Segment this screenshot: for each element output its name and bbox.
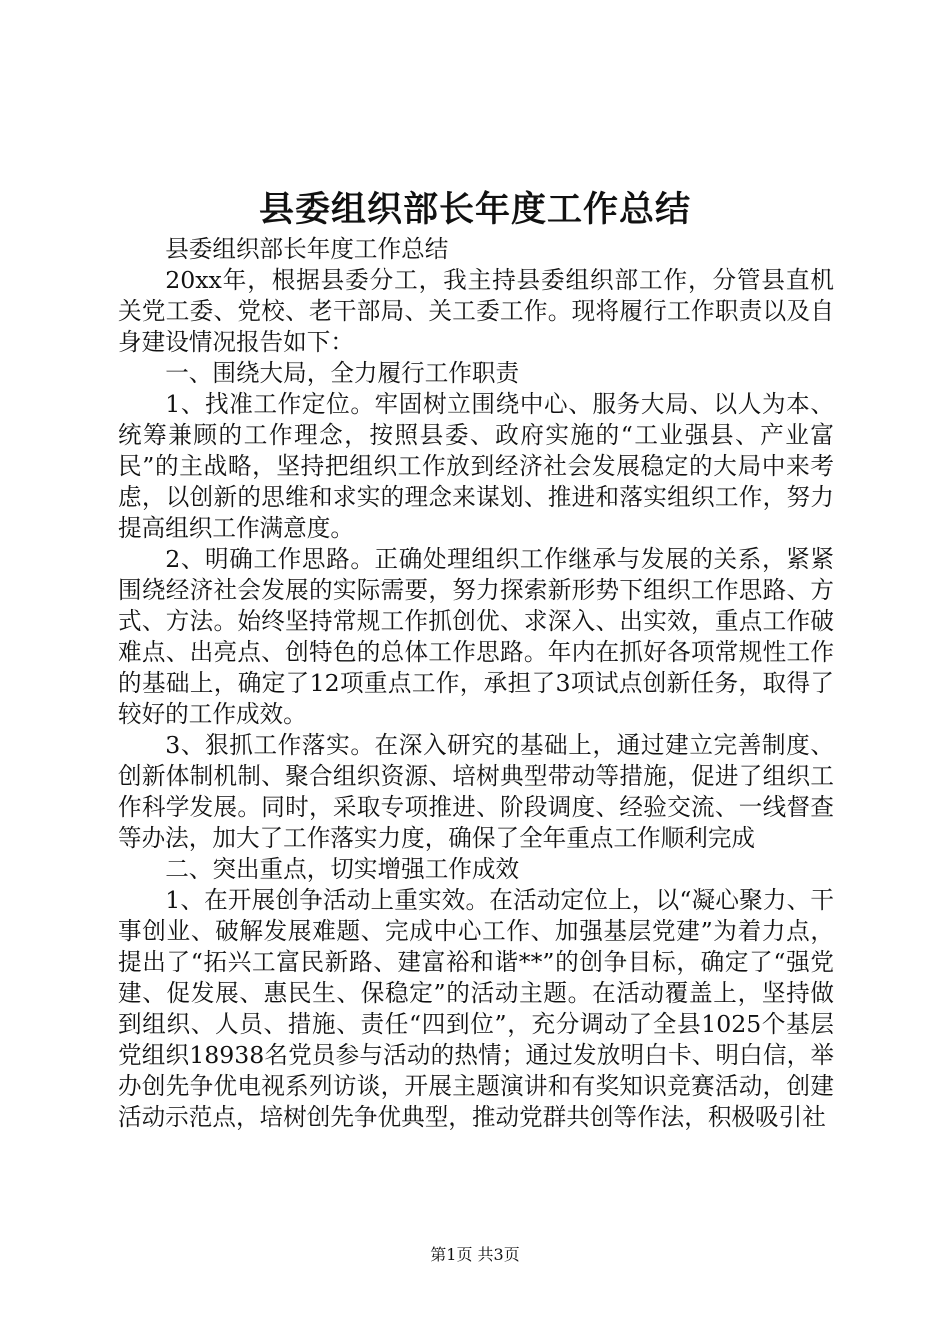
paragraph-1-2: 2、明确工作思路。正确处理组织工作继承与发展的关系，紧紧围绕经济社会发展的实际需要，努力探索新形势下组织工作思路、方式、方法。始终坚持常规工作抓创优、求深入、出实效，重点工作破难点、出亮点、创特色的总体工作思路。年内在抓好各项常规性工作的基础上，确定了12项重点工作，承担了3项试点创新任务，取得了较好的工作成效。 xyxy=(118,545,834,728)
document-body xyxy=(118,234,834,1133)
paragraph-1-3: 3、狠抓工作落实。在深入研究的基础上，通过建立完善制度、创新体制机制、聚合组织资源、培树典型带动等措施，促进了组织工作科学发展。同时，采取专项推进、阶段调度、经验交流、一线督查等办法，加大了工作落实力度，确保了全年重点工作顺利完成 xyxy=(118,731,834,852)
document-title: 县委组织部长年度工作总结 xyxy=(258,189,691,230)
section-heading-2: 二、突出重点，切实增强工作成效 xyxy=(165,855,520,883)
paragraph-intro: 20xx年，根据县委分工，我主持县委组织部工作，分管县直机关党工委、党校、老干部局、关工委工作。现将履行工作职责以及自身建设情况报告如下： xyxy=(118,266,834,356)
paragraph-subtitle: 县委组织部长年度工作总结 xyxy=(165,235,449,263)
section-heading-1: 一、围绕大局，全力履行工作职责 xyxy=(165,359,520,387)
page-footer: 第1页 共3页 xyxy=(430,1245,520,1264)
paragraph-2-1: 1、在开展创争活动上重实效。在活动定位上，以“凝心聚力、干事创业、破解发展难题、完成中心工作、加强基层党建”为着力点，提出了“拓兴工富民新路、建富裕和谐**”的创争目标，确定了“强党建、促发展、惠民生、保稳定”的活动主题。在活动覆盖上，坚持做到组织、人员、措施、责任“四到位”，充分调动了全县1025个基层党组织18938名党员参与活动的热情；通过发放明白卡、明白信，举办创先争优电视系列访谈，开展主题演讲和有奖知识竞赛活动，创建活动示范点，培树创先争优典型，推动党群共创等作法，积极吸引社 xyxy=(118,886,834,1131)
paragraph-1-1: 1、找准工作定位。牢固树立围绕中心、服务大局、以人为本、统筹兼顾的工作理念，按照县委、政府实施的“工业强县、产业富民”的主战略，坚持把组织工作放到经济社会发展稳定的大局中来考虑，以创新的思维和求实的理念来谋划、推进和落实组织工作，努力提高组织工作满意度。 xyxy=(118,390,834,542)
